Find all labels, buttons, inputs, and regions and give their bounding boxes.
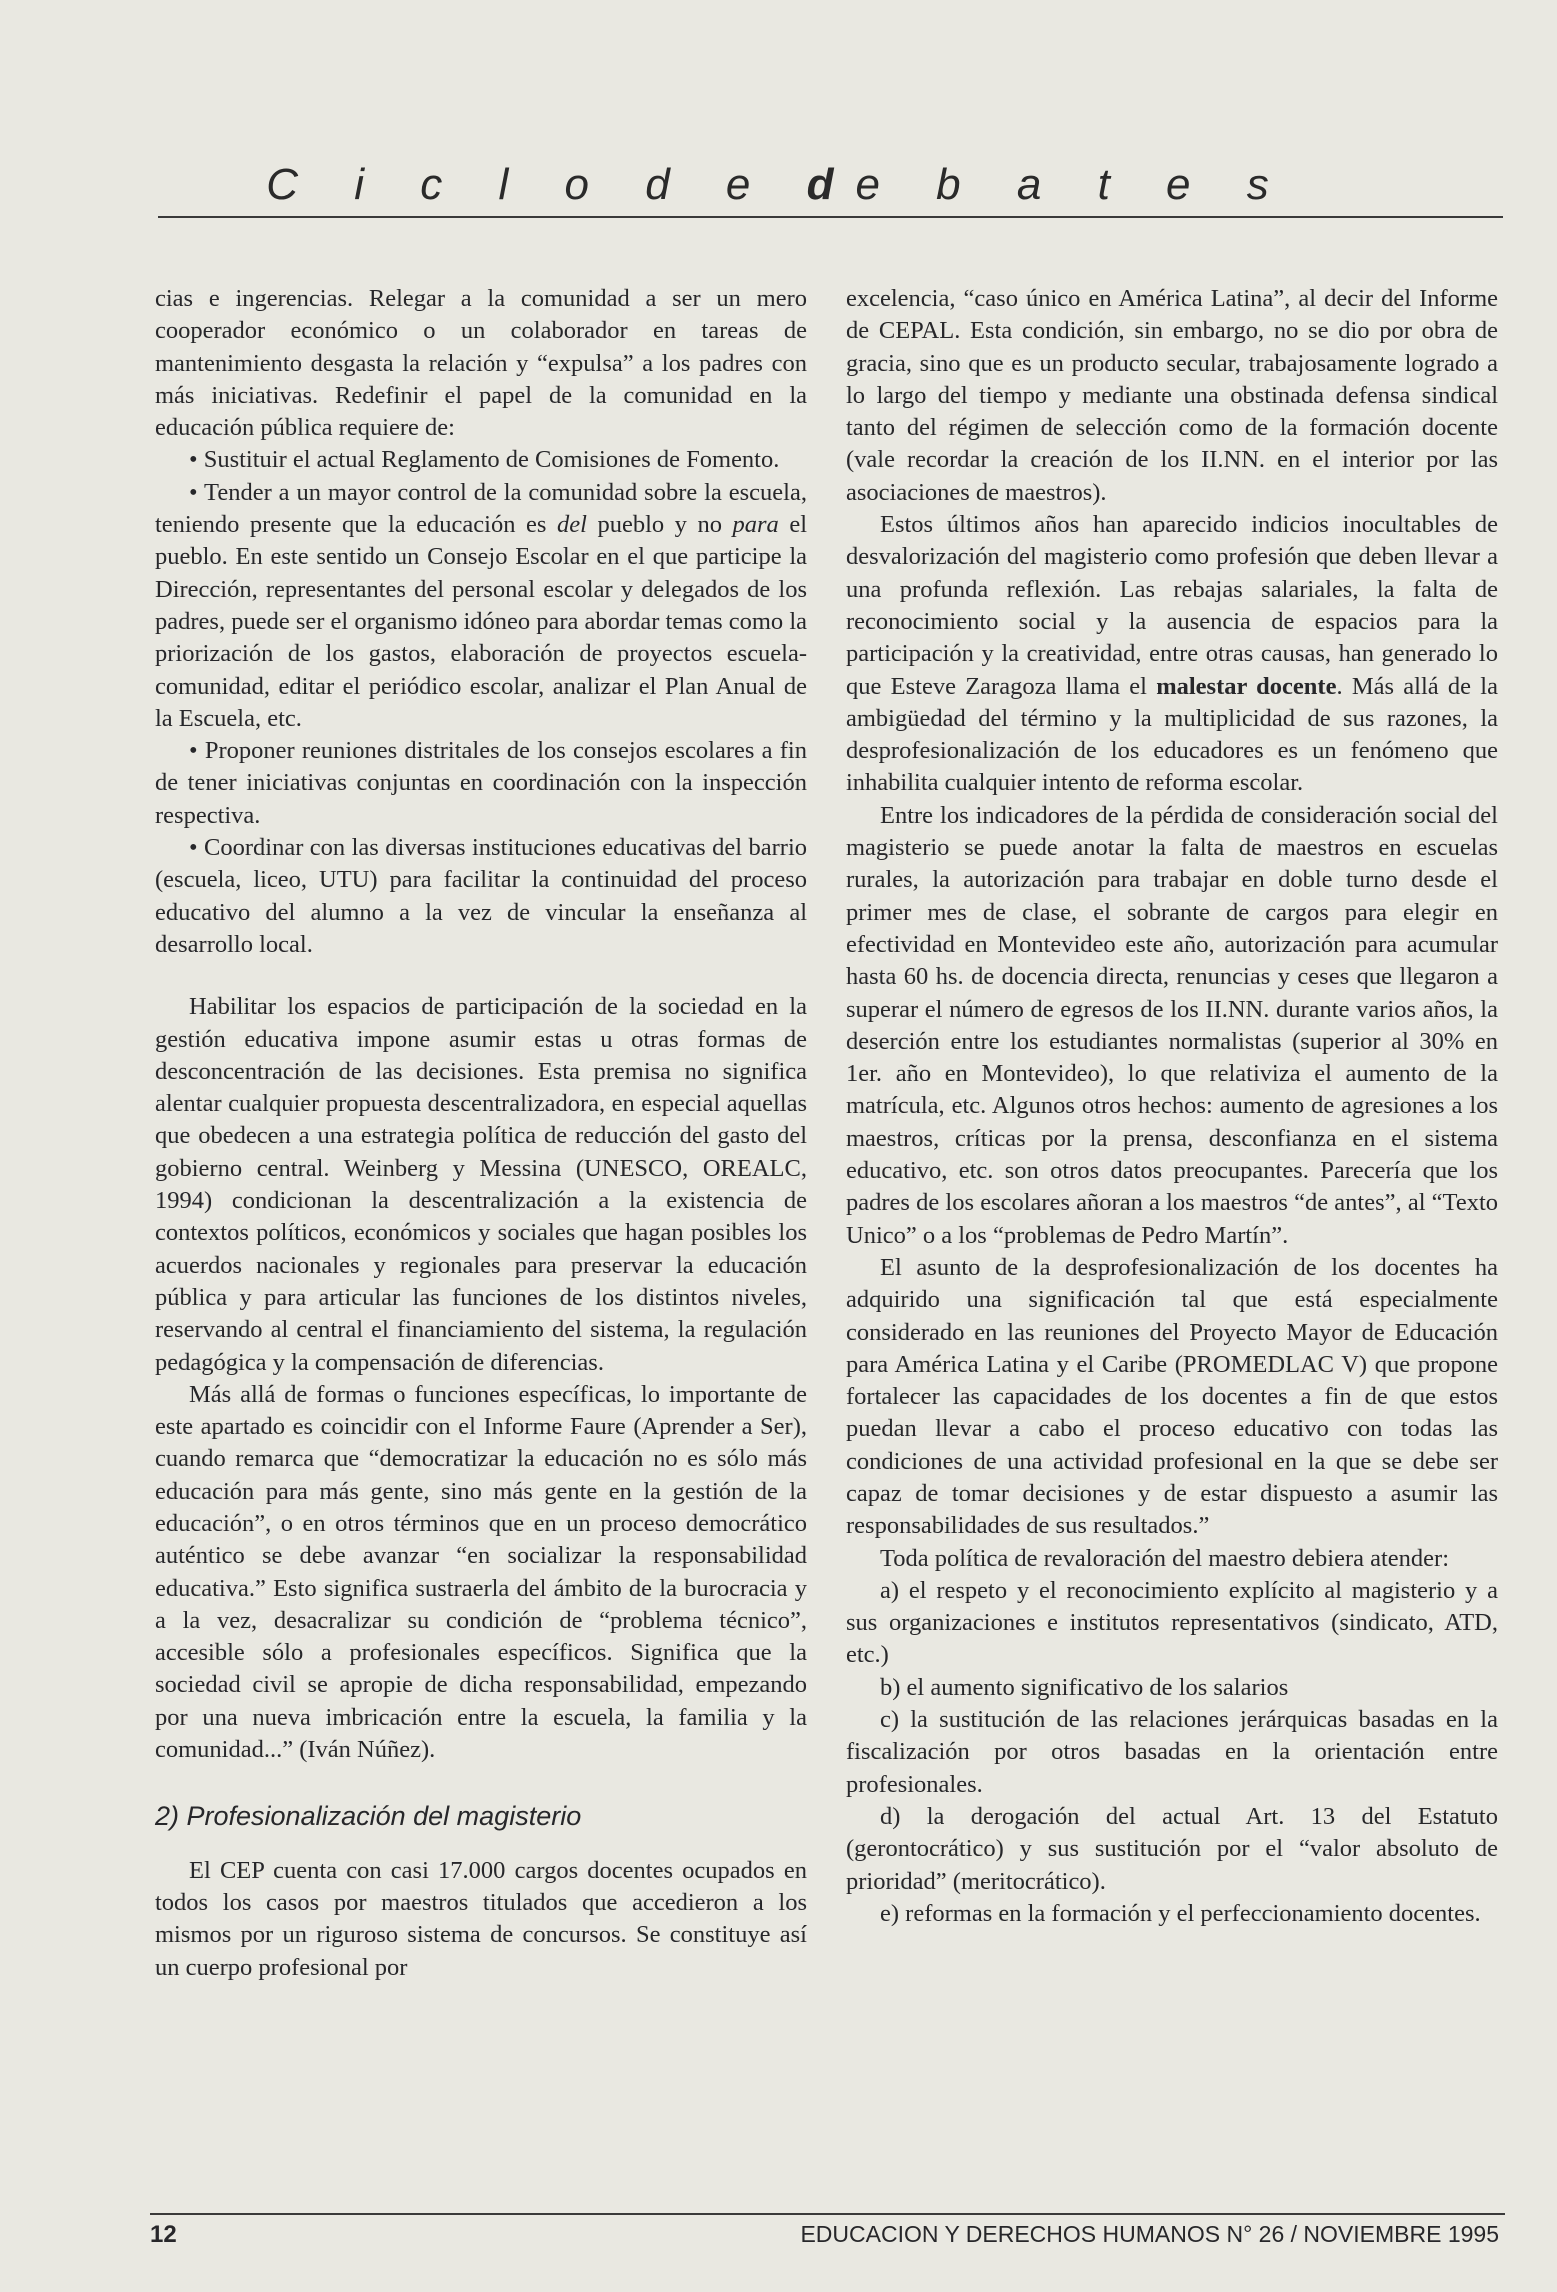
footer-rule [150,2213,1505,2215]
page-number: 12 [150,2221,177,2248]
bold-text: malestar docente [1156,672,1337,700]
section-title [0,160,1557,210]
paragraph: Entre los indicadores de la pérdida de consideración social del magisterio se puede anotar la falta de maestros en escuelas rurales, la autorización para trabajar en doble turno desde el primer mes de clase, el sobrante de cargos para elegir en efectividad en Montevideo este año, autorización para acumular hasta 60 hs. de docencia directa, renuncias y ceses que llegaron a superar el número de egresos de los II.NN. durante varios años, la deserción entre los estudiantes normalistas (superior al 30% en 1er. año en Montevideo), lo que relativiza el aumento de la matrícula, etc. Algunos otros hechos: aumento de agresiones a los maestros, críticas por la prensa, desconfianza en el sistema educativo, etc. son otros datos preocupantes. Parecería que los padres de los escolares añoran a los maestros “de antes”, al “Texto Unico” o a los “problemas de Pedro Martín”. [846,801,1498,1249]
section-title-part: C i c l o d e [266,160,807,209]
header-rule [158,216,1503,218]
text-run: pueblo y no [586,511,733,539]
right-column [846,283,1498,1930]
paragraph: Toda política de revaloración del maestro debiera atender: [880,1544,1450,1572]
section-title-part: e b a t e s [855,160,1291,209]
list-item: b) el aumento significativo de los salarios [880,1673,1289,1701]
bullet-item: • Sustituir el actual Reglamento de Comisiones de Fomento. [189,446,780,474]
paragraph: cias e ingerencias. Relegar a la comunidad a ser un mero cooperador económico o un colaborador en tareas de mantenimiento desgasta la relación y “expulsa” a los padres con más iniciativas. Redefinir el papel de la comunidad en la educación pública requiere de: [155,285,807,442]
paragraph: El CEP cuenta con casi 17.000 cargos docentes ocupados en todos los casos por maestros titulados que accedieron a los mismos por un riguroso sistema de concursos. Se constituye así un cuerpo profesional por [155,1856,807,1981]
list-item: d) la derogación del actual Art. 13 del Estatuto (gerontocrático) y sus sustitución por el “valor absoluto de prioridad” (meritocrático). [846,1802,1498,1895]
bullet-item: • Coordinar con las diversas instituciones educativas del barrio (escuela, liceo, UTU) para facilitar la continuidad del proceso educativo del alumno a la vez de vincular la enseñanza al desarrollo local. [155,834,807,958]
paragraph: Habilitar los espacios de participación de la sociedad en la gestión educativa impone asumir estas u otras formas de desconcentración de las decisiones. Esta premisa no significa alentar cualquier propuesta descentralizadora, en especial aquellas que obedecen a una estrategia política de reducción del gasto del gobierno central. Weinberg y Messina (UNESCO, OREALC, 1994) condicionan la descentralización a la existencia de contextos políticos, económicos y sociales que hagan posibles los acuerdos nacionales y regionales para preservar la educación pública y para articular las funciones de los distintos niveles, reservando al central el financiamiento del sistema, la regulación pedagógica y la compensación de diferencias. [155,993,807,1376]
text-run: el pueblo. En este sentido un Consejo Escolar en el que participe la Dirección, representantes del personal escolar y delegados de los padres, puede ser el organismo idóneo para abordar temas como la priorización de los gastos, elaboración de proyectos escuela-comunidad, editar el periódico escolar, analizar el Plan Anual de la Escuela, etc. [155,511,807,732]
paragraph: Más allá de formas o funciones específicas, lo importante de este apartado es coincidir con el Informe Faure (Aprender a Ser), cuando remarca que “democratizar la educación no es sólo más educación para más gente, sino más gente en la gestión de la educación”, o en otros términos que en un proceso democrático auténtico se debe avanzar “en socializar la responsabilidad educativa.” Esto significa sustraerla del ámbito de la burocracia y a la vez, desacralizar su condición de “problema técnico”, accesible sólo a profesionales específicos. Significa que la sociedad civil se apropie de dicha responsabilidad, empezando por una nueva imbricación entre la escuela, la familia y la comunidad...” (Iván Núñez). [155,1380,807,1764]
text-run: Estos últimos años han aparecido indicios inocultables de desvalorización del magisterio como profesión que deben llevar a una profunda reflexión. Las rebajas salariales, la falta de reconocimiento social y la ausencia de espacios para la participación y la creatividad, entre otras causas, han generado lo que Esteve Zaragoza llama el [846,511,1498,700]
bullet-item: • Proponer reuniones distritales de los consejos escolares a fin de tener iniciativas conjuntas en coordinación con la inspección respectiva. [155,737,807,829]
journal-info: EDUCACION Y DERECHOS HUMANOS N° 26 / NOVIEMBRE 1995 [800,2221,1499,2247]
left-column [155,283,807,1984]
list-item: a) el respeto y el reconocimiento explícito al magisterio y a sus organizaciones e institutos representativos (sindicato, ATD, etc.) [846,1576,1498,1669]
list-item: c) la sustitución de las relaciones jerárquicas basadas en la fiscalización por otros basadas en la orientación entre profesionales. [846,1706,1498,1798]
paragraph: El asunto de la desprofesionalización de los docentes ha adquirido una significación tal que está especialmente considerado en las reuniones del Proyecto Mayor de Educación para América Latina y el Caribe (PROMEDLAC V) que propone fortalecer las capacidades de los docentes a fin de que estos puedan llevar a cabo el proceso educativo con todas las condiciones de una actividad profesional en la que se debe ser capaz de tomar decisiones y de estar dispuesto a asumir las responsabilidades de sus resultados.” [846,1253,1498,1540]
paragraph [846,509,1498,800]
list-item: e) reformas en la formación y el perfeccionamiento docentes. [880,1899,1481,1927]
section-title-part: d [806,160,856,209]
text-run: . Más allá de la ambigüedad del término y la multiplicidad de sus razones, la desprofesionalización de los educadores es un fenómeno que inhabilita cualquier intento de reforma escolar. [846,672,1498,797]
italic-text: del [556,511,587,539]
bullet-item [155,477,807,735]
italic-text: para [732,511,779,539]
paragraph: excelencia, “caso único en América Latina”, al decir del Informe de CEPAL. Esta condición, sin embargo, no se dio por obra de gracia, sino que es un producto secular, trabajosamente logrado a lo largo del tiempo y mediante una obstinada defensa sindical tanto del régimen de selección como de la formación docente (vale recordar la creación de los II.NN. en el interior por las asociaciones de maestros). [846,285,1498,506]
subsection-heading: 2) Profesionalización del magisterio [155,1801,582,1832]
text-run: • Tender a un mayor control de la comunidad sobre la escuela, teniendo presente que la educación es [155,478,807,539]
